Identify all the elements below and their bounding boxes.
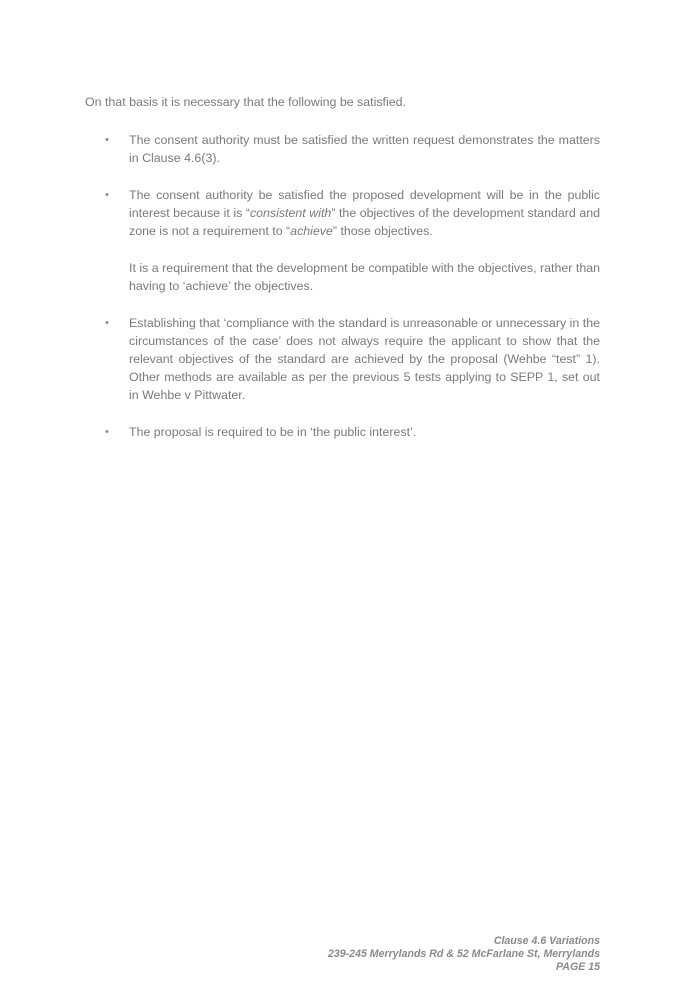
list-item xyxy=(0,423,683,441)
footer-title: Clause 4.6 Variations xyxy=(493,935,600,947)
follow-paragraph: It is a requirement that the development be compatible with the objectives, rather than having to ‘achieve’ the objectives. xyxy=(129,261,600,293)
page-footer xyxy=(328,935,600,974)
bullet-icon: • xyxy=(105,189,109,201)
footer-address: 239-245 Merrylands Rd & 52 McFarlane St, Merrylands xyxy=(327,948,600,960)
text-segment: ” those objectives. xyxy=(332,224,433,238)
bullet-icon: • xyxy=(105,426,109,438)
text-segment: The consent authority be satisfied the proposed development will be in the public interest because it is “ xyxy=(129,188,600,220)
text-segment: ” the objectives of the development standard and zone is not a requirement to “ xyxy=(129,206,600,238)
requirements-list xyxy=(0,131,683,460)
page-number: PAGE 15 xyxy=(556,961,600,973)
list-item xyxy=(0,131,683,167)
list-item-text: The consent authority must be satisfied the written request demonstrates the matters in Clause 4.6(3). xyxy=(129,133,600,165)
list-item-text xyxy=(129,186,600,240)
emphasis-text: consistent with xyxy=(249,206,332,220)
list-item xyxy=(0,186,683,295)
bullet-icon: • xyxy=(105,134,109,146)
bullet-icon: • xyxy=(105,317,109,329)
list-item xyxy=(0,314,683,404)
intro-paragraph: On that basis it is necessary that the following be satisfied. xyxy=(85,95,406,109)
list-item-text: The proposal is required to be in ‘the public interest’. xyxy=(129,425,417,439)
emphasis-text: achieve xyxy=(290,224,333,238)
list-item-text: Establishing that ‘compliance with the standard is unreasonable or unnecessary in the circumstances of the case’ does not always require the applicant to show that the relevant objectives of the standard are achieved by the proposal (Wehbe “test” 1). Other methods are available as per the previous 5 tests applying to SEPP 1, set out in Wehbe v Pittwater. xyxy=(129,316,600,402)
